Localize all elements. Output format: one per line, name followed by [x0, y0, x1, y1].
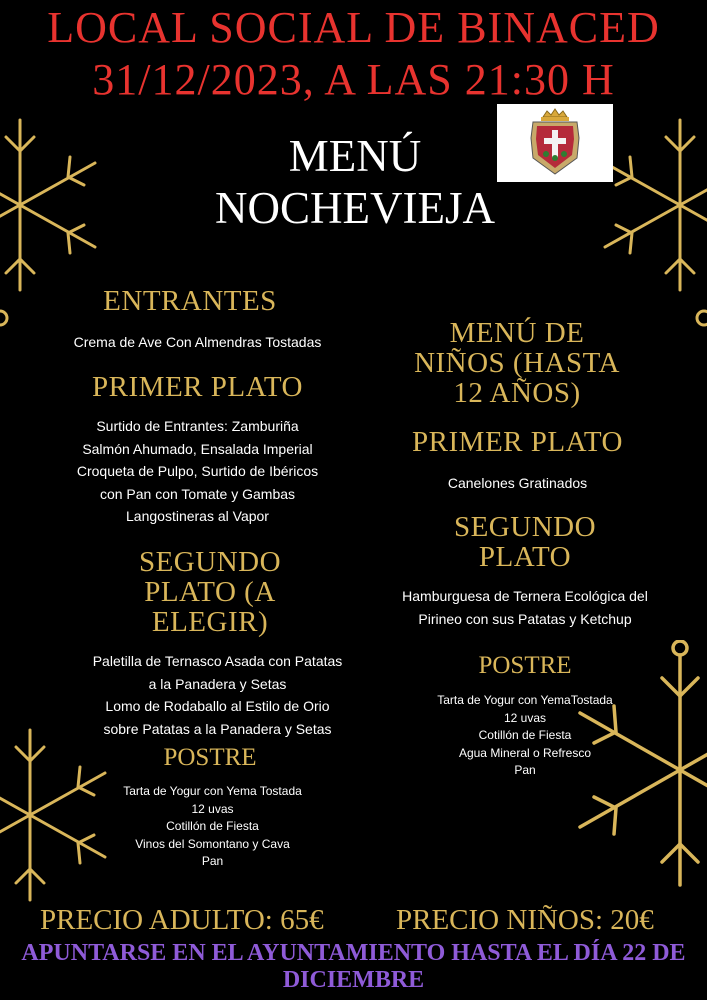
list-item: Tarta de Yogur con YemaTostada [437, 693, 613, 707]
kids-menu-heading [392, 318, 642, 408]
postre-list [90, 783, 335, 871]
list-item: Langostineras al Vapor [126, 508, 269, 524]
kids-postre-list [410, 692, 640, 780]
list-item: Lomo de Rodaballo al Estilo de Orio [105, 698, 330, 714]
list-item: 12 uvas [191, 801, 234, 816]
list-item: Hamburguesa de Ternera Ecológica del [402, 588, 648, 604]
signup-line: DICIEMBRE [282, 967, 425, 993]
event-date-time: 31/12/2023, A LAS 21:30 H [92, 55, 615, 104]
list-item: sobre Patatas a la Panadera y Setas [103, 720, 332, 737]
list-item: Pan [514, 763, 536, 777]
heading-line: MENÚ DE [449, 317, 585, 349]
list-item: Salmón Ahumado, Ensalada Imperial [82, 440, 313, 457]
kids-primer-plato-heading: PRIMER PLATO [412, 426, 623, 458]
menu-title [190, 130, 520, 234]
list-item: Pan [201, 854, 224, 868]
snowflake-icon [692, 306, 707, 330]
list-item: a la Panadera y Setas [148, 675, 287, 692]
entrantes-list [20, 331, 375, 354]
heading-line: ELEGIR) [151, 606, 269, 638]
list-item: Surtido de Entrantes: Zamburiña [96, 418, 299, 434]
adult-price: PRECIO ADULTO: 65€ [40, 904, 324, 936]
menu-title-line: MENÚ [288, 131, 422, 181]
list-item: Cotillón de Fiesta [166, 819, 259, 833]
list-item: Agua Mineral o Refresco [458, 745, 592, 760]
kids-price: PRECIO NIÑOS: 20€ [396, 904, 654, 936]
list-item: 12 uvas [503, 710, 547, 725]
heading-line: NIÑOS (HASTA [414, 347, 620, 379]
snowflake-icon [0, 110, 110, 300]
list-item: Croqueta de Pulpo, Surtido de Ibéricos [76, 463, 319, 479]
menu-title-line: NOCHEVIEJA [215, 183, 495, 233]
list-item: Vinos del Somontano y Cava [135, 836, 290, 851]
heading-line: 12 AÑOS) [453, 377, 581, 409]
kids-primer-plato-list [390, 472, 645, 495]
primer-plato-heading: PRIMER PLATO [92, 371, 303, 403]
postre-heading: POSTRE [163, 744, 257, 771]
signup-notice [0, 940, 707, 994]
kids-postre-heading: POSTRE [478, 652, 572, 679]
entrantes-heading: ENTRANTES [103, 285, 277, 317]
list-item: Pirineo con sus Patatas y Ketchup [418, 610, 632, 627]
list-item: Tarta de Yogur con Yema Tostada [123, 784, 302, 798]
list-item: Canelones Gratinados [447, 475, 588, 491]
list-item: con Pan con Tomate y Gambas [99, 485, 296, 502]
snowflake-icon [0, 306, 12, 330]
segundo-plato-heading [60, 547, 360, 637]
heading-line: SEGUNDO [453, 511, 597, 543]
signup-line: APUNTARSE EN EL AYUNTAMIENTO HASTA EL DÍA 22 DE [21, 940, 686, 966]
list-item: Crema de Ave Con Almendras Tostadas [73, 334, 322, 350]
coat-of-arms [497, 104, 613, 182]
primer-plato-list [20, 415, 375, 528]
heading-line: PLATO (A [144, 576, 276, 608]
heading-line: SEGUNDO [138, 546, 282, 578]
kids-segundo-plato-list [375, 585, 675, 630]
venue-title: LOCAL SOCIAL DE BINACED [47, 3, 660, 52]
segundo-plato-list [20, 650, 415, 740]
kids-segundo-plato-heading [420, 512, 630, 572]
list-item: Paletilla de Ternasco Asada con Patatas [92, 653, 343, 669]
heading-line: PLATO [478, 541, 572, 573]
list-item: Cotillón de Fiesta [478, 728, 572, 742]
